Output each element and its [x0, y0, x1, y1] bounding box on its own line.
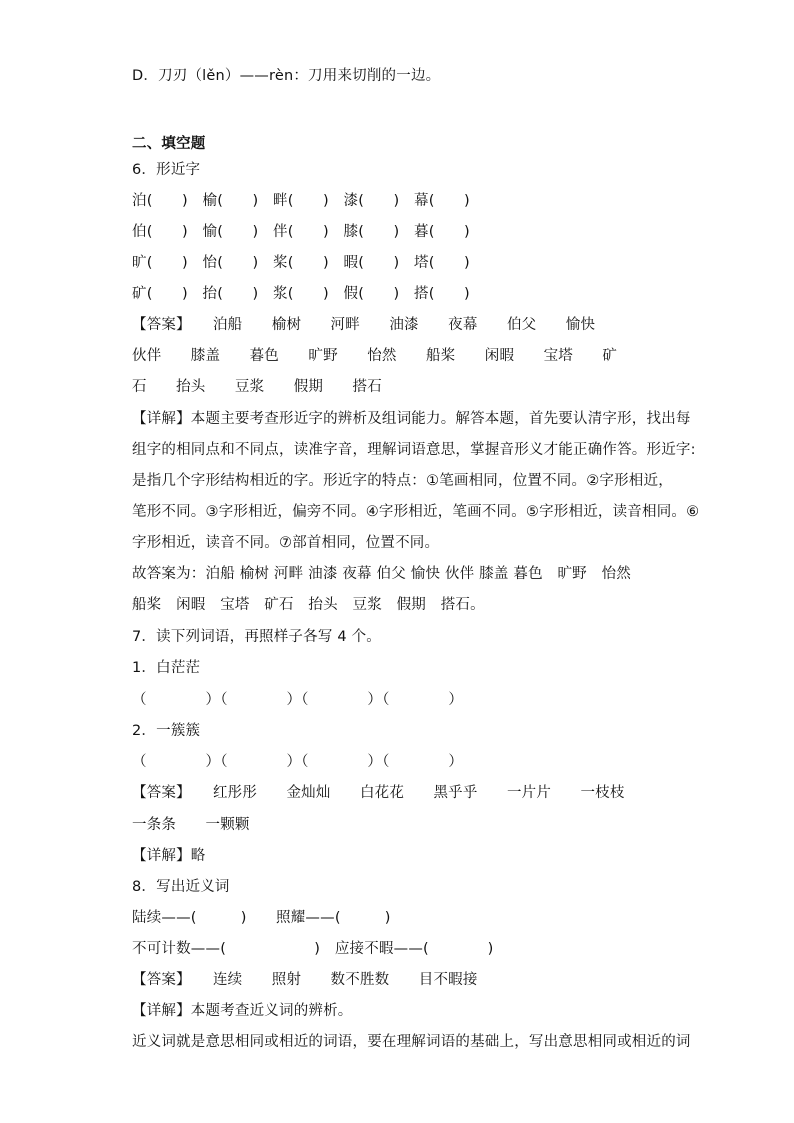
q6-explanation-line-1: 【详解】本题主要考查形近字的辨析及组词能力。解答本题，首先要认清字形，找出每: [132, 411, 691, 427]
q7-example-2: 2．一簇簇: [132, 723, 201, 739]
q6-final-answer-line-1: 故答案为：泊船 榆树 河畔 油漆 夜幕 伯父 愉快 伙伴 膝盖 暮色 旷野 怡然: [132, 566, 631, 582]
q6-final-answer-line-2: 船桨 闲暇 宝塔 矿石 抬头 豆浆 假期 搭石。: [132, 597, 485, 613]
q8-explanation-line-2: 近义词就是意思相同或相近的词语，要在理解词语的基础上，写出意思相同或相近的词: [132, 1034, 691, 1050]
section-heading-fill-in-blanks: 二、填空题: [132, 136, 206, 152]
q7-example-1: 1．白茫茫: [132, 660, 201, 676]
question-7-title: 7．读下列词语，再照样子各写 4 个。: [132, 629, 381, 645]
q6-row-4: 矿( ) 抬( ) 浆( ) 假( ) 搭( ): [132, 286, 470, 302]
q8-row-1: 陆续——( ) 照耀——( ): [132, 910, 391, 926]
q6-answer-line-1: 【答案】 泊船 榆树 河畔 油漆 夜幕 伯父 愉快: [132, 317, 596, 333]
q6-explanation-line-3: 是指几个字形结构相近的字。形近字的特点：①笔画相同，位置不同。②字形相近，: [132, 473, 673, 489]
question-8-title: 8．写出近义词: [132, 879, 230, 895]
q7-answer-line-2: 一条条 一颗颗: [132, 817, 250, 833]
q6-explanation-line-4: 笔形不同。③字形相近，偏旁不同。④字形相近，笔画不同。⑤字形相近，读音相同。⑥: [132, 504, 700, 520]
q6-answer-line-3: 石 抬头 豆浆 假期 搭石: [132, 379, 382, 395]
q6-explanation-line-2: 组字的相同点和不同点，读准字音，理解词语意思，掌握音形义才能正确作答。形近字:: [132, 442, 696, 458]
q6-row-1: 泊( ) 榆( ) 畔( ) 漆( ) 幕( ): [132, 193, 470, 209]
q6-row-3: 旷( ) 怡( ) 桨( ) 暇( ) 塔( ): [132, 255, 470, 271]
q8-answer: 【答案】 连续 照射 数不胜数 目不暇接: [132, 972, 478, 988]
q6-row-2: 伯( ) 愉( ) 伴( ) 膝( ) 暮( ): [132, 224, 470, 240]
q8-explanation-line-1: 【详解】本题考查近义词的辨析。: [132, 1003, 353, 1019]
option-d-line: D．刀刃（lěn）——rèn：刀用来切削的一边。: [132, 68, 441, 84]
question-6-title: 6．形近字: [132, 162, 201, 178]
q6-explanation-line-5: 字形相近，读音不同。⑦部首相同，位置不同。: [132, 535, 440, 551]
q6-answer-line-2: 伙伴 膝盖 暮色 旷野 怡然 船桨 闲暇 宝塔 矿: [132, 348, 618, 364]
q8-row-2: 不可计数——( ) 应接不暇——( ): [132, 941, 494, 957]
q7-answer-line-1: 【答案】 红彤彤 金灿灿 白花花 黑乎乎 一片片 一枝枝: [132, 785, 625, 801]
q7-explanation: 【详解】略: [132, 848, 206, 864]
q7-blanks-1: （ ）（ ）（ ）（ ）: [132, 692, 464, 708]
q7-blanks-2: （ ）（ ）（ ）（ ）: [132, 754, 464, 770]
